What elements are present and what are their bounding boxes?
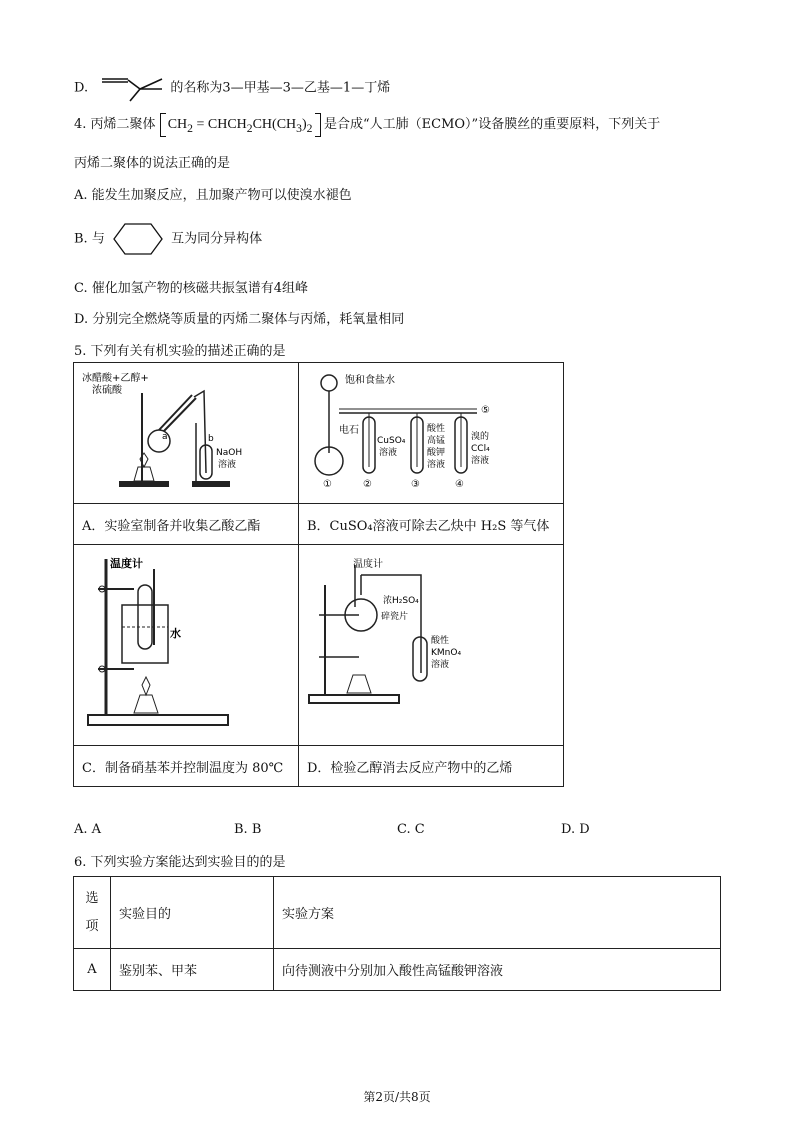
formula-part: = CHCH (192, 117, 247, 133)
caption-b: B．CuSO₄溶液可除去乙炔中 H₂S 等气体 (299, 504, 564, 545)
caption-c: C．制备硝基苯并控制温度为 80℃ (74, 746, 299, 787)
header-text: 选 (85, 890, 99, 906)
fig-b-num-4: ④ (455, 479, 464, 490)
formula-sub: 2 (246, 122, 253, 136)
q4-stem (74, 113, 660, 137)
formula-part: CH (276, 117, 297, 133)
figure-d-apparatus (299, 545, 563, 741)
q6-header-plan: 实验方案 (274, 877, 721, 949)
formula-sub: 3 (296, 122, 302, 136)
q4-option-a: A. 能发生加聚反应，且加聚产物可以使溴水褪色 (74, 188, 352, 203)
q6-header-goal: 实验目的 (111, 877, 274, 949)
figure-c-cell (74, 545, 299, 746)
q4-formula: $CH_2$ = $CHCH_2CH(CH_3)_2$ (160, 117, 324, 132)
caption-d: D．检验乙醇消去反应产物中的乙烯 (299, 746, 564, 787)
figure-b-cell (299, 363, 564, 504)
fig-c-label-water: 水 (170, 627, 181, 640)
cyclohexene-ring-icon (113, 222, 163, 256)
formula-sub: 2 (306, 122, 313, 136)
q6-row-option: A (74, 949, 111, 991)
skeletal-structure-icon (98, 73, 166, 103)
fig-a-label-2: 浓硫酸 (92, 385, 122, 396)
page-footer: 第2页/共8页 (363, 1090, 431, 1104)
q4-stem-suffix: 是合成“人工肺（ECMO）”设备膜丝的重要原料，下列关于 (324, 117, 661, 133)
fig-c-label-therm: 温度计 (110, 557, 143, 570)
fig-d-label-h2so4: 浓H₂SO₄ (383, 596, 419, 606)
figure-a-cell (74, 363, 299, 504)
option-b-prefix: B. 与 (74, 231, 105, 247)
option-b-suffix: 互为同分异构体 (171, 231, 263, 247)
fig-b-label-sol: 溶液 (379, 448, 398, 458)
fig-d-label-k1: 酸性 (431, 636, 450, 646)
q4-option-d: D. 分别完全燃烧等质量的丙烯二聚体与丙烯，耗氧量相同 (74, 312, 405, 327)
q6-stem: 6. 下列实验方案能达到实验目的的是 (74, 855, 286, 870)
fig-d-label-chips: 碎瓷片 (381, 612, 409, 622)
q3-option-d (74, 73, 390, 103)
figure-a-apparatus (74, 363, 298, 499)
formula-part: CH (252, 117, 273, 133)
figure-d-cell (299, 545, 564, 746)
q6-header-option (74, 877, 111, 949)
fig-b-label-br2: CCl₄ (471, 444, 490, 454)
fig-b-label-br3: 溶液 (471, 456, 490, 466)
q4-option-b (74, 222, 262, 256)
fig-b-label-top: 饱和食盐水 (345, 375, 395, 386)
fig-d-label-k2: KMnO₄ (431, 648, 462, 658)
fig-b-num-2: ② (363, 479, 372, 490)
option-text: 的名称为3—甲基—3—乙基—1—丁烯 (170, 80, 391, 96)
q4-option-c: C. 催化加氢产物的核磁共振氢谱有4组峰 (74, 281, 309, 296)
fig-b-label-cuso4: CuSO₄ (377, 436, 406, 446)
fig-a-label-1: 冰醋酸+乙醇+ (82, 373, 149, 384)
figure-b-apparatus (299, 363, 563, 499)
formula-sub: 2 (187, 122, 193, 136)
q4-stem-line2: 丙烯二聚体的说法正确的是 (74, 156, 231, 171)
fig-b-label-acid3: 酸钾 (427, 448, 446, 458)
fig-a-label-sol: 溶液 (218, 460, 237, 470)
fig-b-label-acid1: 酸性 (427, 424, 446, 434)
fig-d-label-therm: 温度计 (353, 559, 383, 570)
fig-b-label-br1: 溴的 (471, 432, 490, 442)
fig-a-label-a: a (162, 432, 168, 442)
fig-b-num-1: ① (323, 479, 332, 490)
fig-b-num-5: ⑤ (481, 405, 490, 416)
answer-choice-b: B. B (234, 822, 262, 837)
option-label: D. (74, 80, 89, 96)
answer-choice-c: C. C (397, 822, 425, 837)
answer-choice-d: D. D (561, 822, 590, 837)
fig-a-label-naoh: NaOH (216, 448, 243, 458)
q5-figure-table (73, 362, 564, 787)
caption-a: A．实验室制备并收集乙酸乙酯 (74, 504, 299, 545)
q5-stem: 5. 下列有关有机实验的描述正确的是 (74, 344, 286, 359)
figure-c-apparatus (74, 545, 298, 741)
fig-d-label-k3: 溶液 (431, 660, 450, 670)
header-text: 项 (85, 918, 99, 934)
q6-row-goal: 鉴别苯、甲苯 (111, 949, 274, 991)
fig-b-label-acid2: 高锰 (427, 436, 446, 446)
fig-a-label-b: b (208, 434, 214, 444)
q6-row-plan: 向待测液中分别加入酸性高锰酸钾溶液 (274, 949, 721, 991)
answer-choice-a: A. A (74, 822, 102, 837)
q6-table (73, 876, 721, 991)
formula-part: CH (167, 117, 188, 133)
fig-b-label-acid4: 溶液 (427, 460, 446, 470)
q4-stem-prefix: 4. 丙烯二聚体 (74, 117, 156, 133)
fig-b-label-stone: 电石 (339, 425, 359, 436)
fig-b-num-3: ③ (411, 479, 420, 490)
